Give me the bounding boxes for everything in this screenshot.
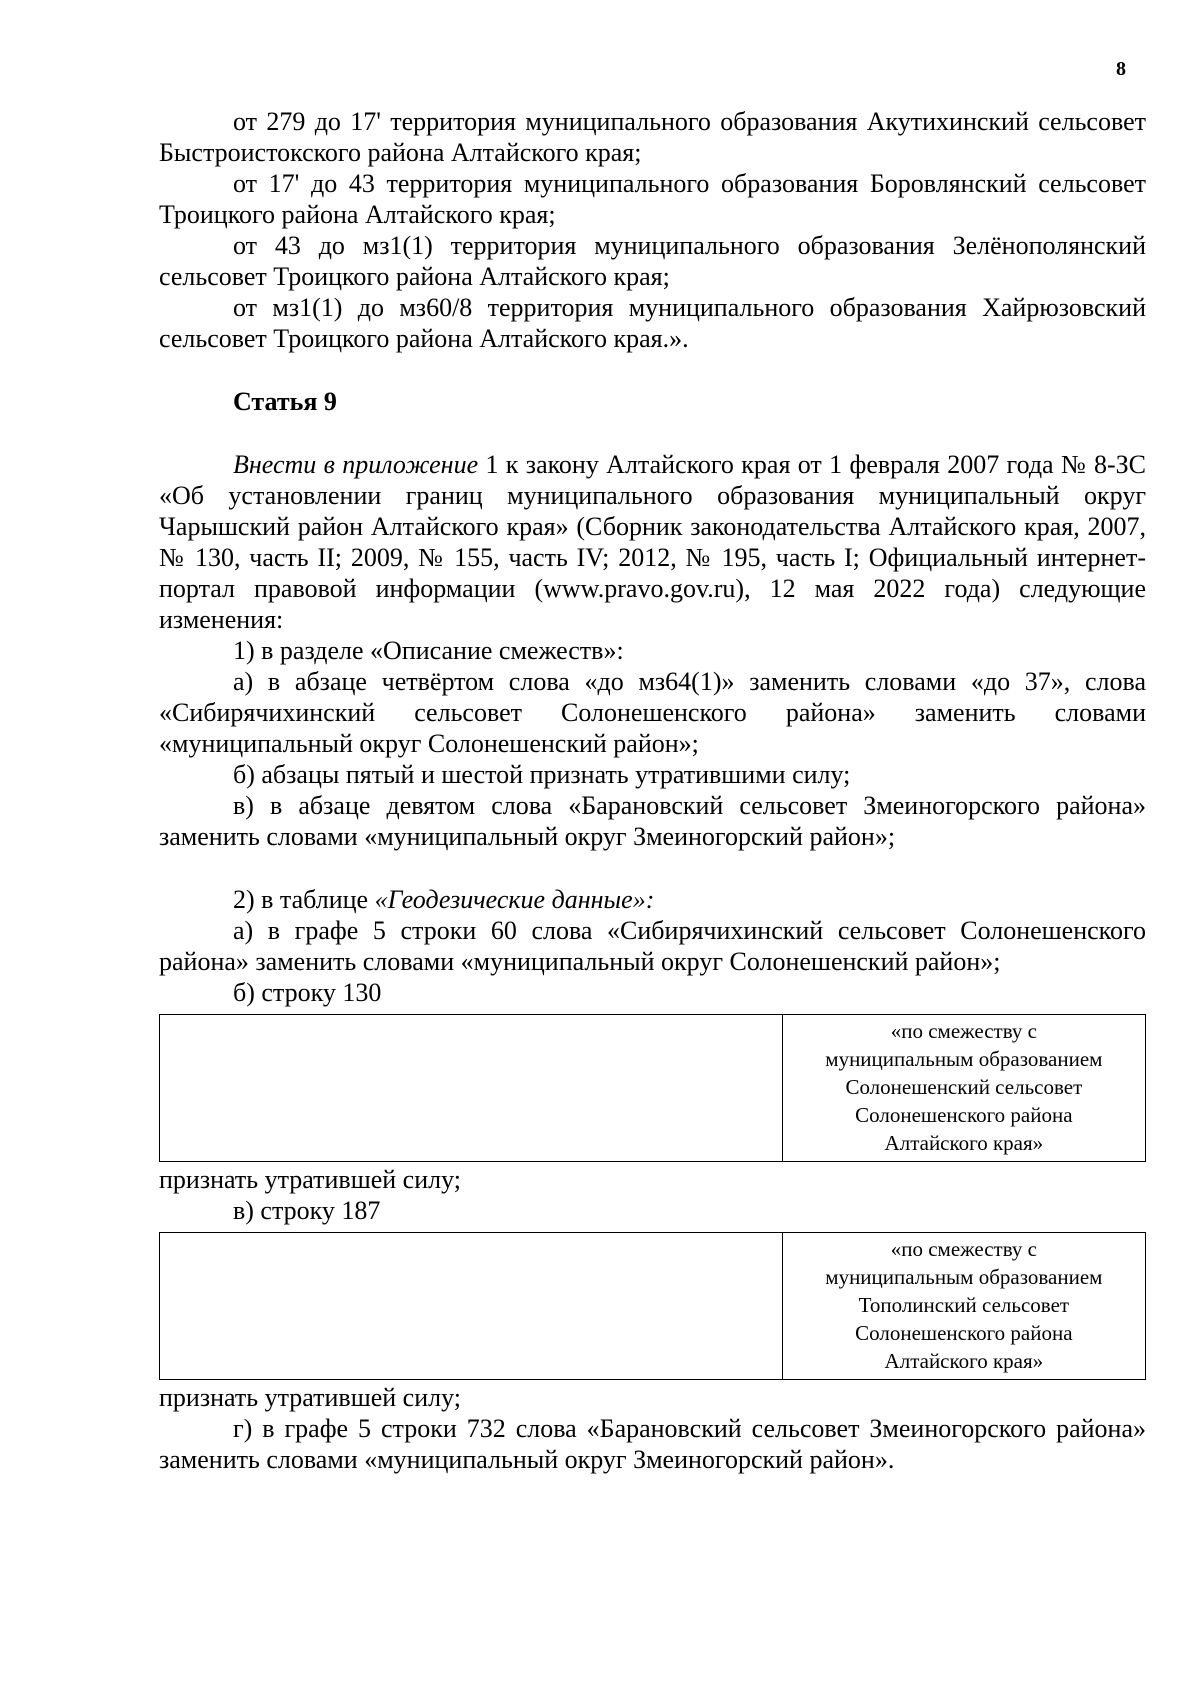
table2-line-2: муниципальным образованием — [825, 1265, 1103, 1289]
item-2b: б) строку 130 — [233, 978, 382, 1007]
table-cell-empty — [160, 1015, 783, 1162]
table1-line-3: Солонешенский сельсовет — [845, 1075, 1083, 1099]
table1-line-4: Солонешенского района — [855, 1103, 1073, 1127]
table1-line-2: муниципальным образованием — [825, 1047, 1103, 1071]
intro-rest: 1 к закону Алтайского края от 1 февраля 2007 года № 8-ЗС «Об установлении границ муниципального образования муниципальный округ Чарышский район Алтайского края» (Сборник законодательства Алтайского края, 2007, № 130, часть II; 2009, № 155, часть IV; 2012, № 195, часть I; Официальный интернет-портал правовой информации (www.pravo.gov.ru), 12 мая 2022 года) следующие изменения: — [159, 450, 1146, 634]
item-2c: в) строку 187 — [233, 1196, 381, 1225]
item-2 — [159, 884, 1146, 915]
item-2-prefix: 2) в таблице — [233, 885, 375, 914]
table2-line-4: Солонешенского района — [855, 1321, 1073, 1345]
table2-line-5: Алтайского края» — [884, 1349, 1044, 1373]
item-1b: б) абзацы пятый и шестой признать утратившими силу; — [233, 760, 851, 789]
table1-line-5: Алтайского края» — [884, 1131, 1044, 1155]
table-cell-text — [782, 1233, 1145, 1380]
article-heading: Статья 9 — [233, 387, 337, 416]
item-2d: г) в графе 5 строки 732 слова «Барановский сельсовет Змеиногорского района» заменить словами «муниципальный округ Змеиногорский район». — [159, 1414, 1146, 1474]
document-body — [159, 106, 1146, 1475]
repeal-1: признать утратившей силу; — [159, 1165, 461, 1194]
table2-line-3: Тополинский сельсовет — [858, 1293, 1070, 1317]
table1-line-1: «по смежеству с — [890, 1019, 1037, 1043]
paragraph-continuation-3: от 43 до мз1(1) территория муниципального образования Зелёнополянский сельсовет Троицкого района Алтайского края; — [159, 231, 1146, 291]
repeal-2: признать утратившей силу; — [159, 1383, 461, 1412]
page-number: 8 — [1116, 58, 1126, 80]
item-1: 1) в разделе «Описание смежеств»: — [233, 636, 624, 665]
item-1a: а) в абзаце четвёртом слова «до мз64(1)» заменить словами «до 37», слова «Сибирячихинский сельсовет Солонешенского района» заменить словами «муниципальный округ Солонешенский район»; — [159, 667, 1146, 758]
item-1c: в) в абзаце девятом слова «Барановский сельсовет Змеиногорского района» заменить словами «муниципальный округ Змеиногорский район»; — [159, 791, 1146, 851]
paragraph-continuation-4: от мз1(1) до мз60/8 территория муниципального образования Хайрюзовский сельсовет Троицкого района Алтайского края.». — [159, 293, 1146, 353]
table-row-187 — [159, 1232, 1146, 1380]
paragraph-continuation-2: от 17' до 43 территория муниципального образования Боровлянский сельсовет Троицкого района Алтайского края; — [159, 169, 1146, 229]
table-row-130 — [159, 1014, 1146, 1162]
table2-line-1: «по смежеству с — [890, 1237, 1037, 1261]
paragraph-intro — [159, 449, 1146, 635]
item-2-italic: «Геодезические данные»: — [374, 885, 655, 914]
table-cell-text — [782, 1015, 1145, 1162]
table-cell-empty — [160, 1233, 783, 1380]
paragraph-continuation-1: от 279 до 17' территория муниципального образования Акутихинский сельсовет Быстроистокского района Алтайского края; — [159, 107, 1146, 167]
intro-italic: Внести в приложение — [233, 450, 479, 479]
item-2a: а) в графе 5 строки 60 слова «Сибирячихинский сельсовет Солонешенского района» заменить словами «муниципальный округ Солонешенский район»; — [159, 916, 1146, 976]
